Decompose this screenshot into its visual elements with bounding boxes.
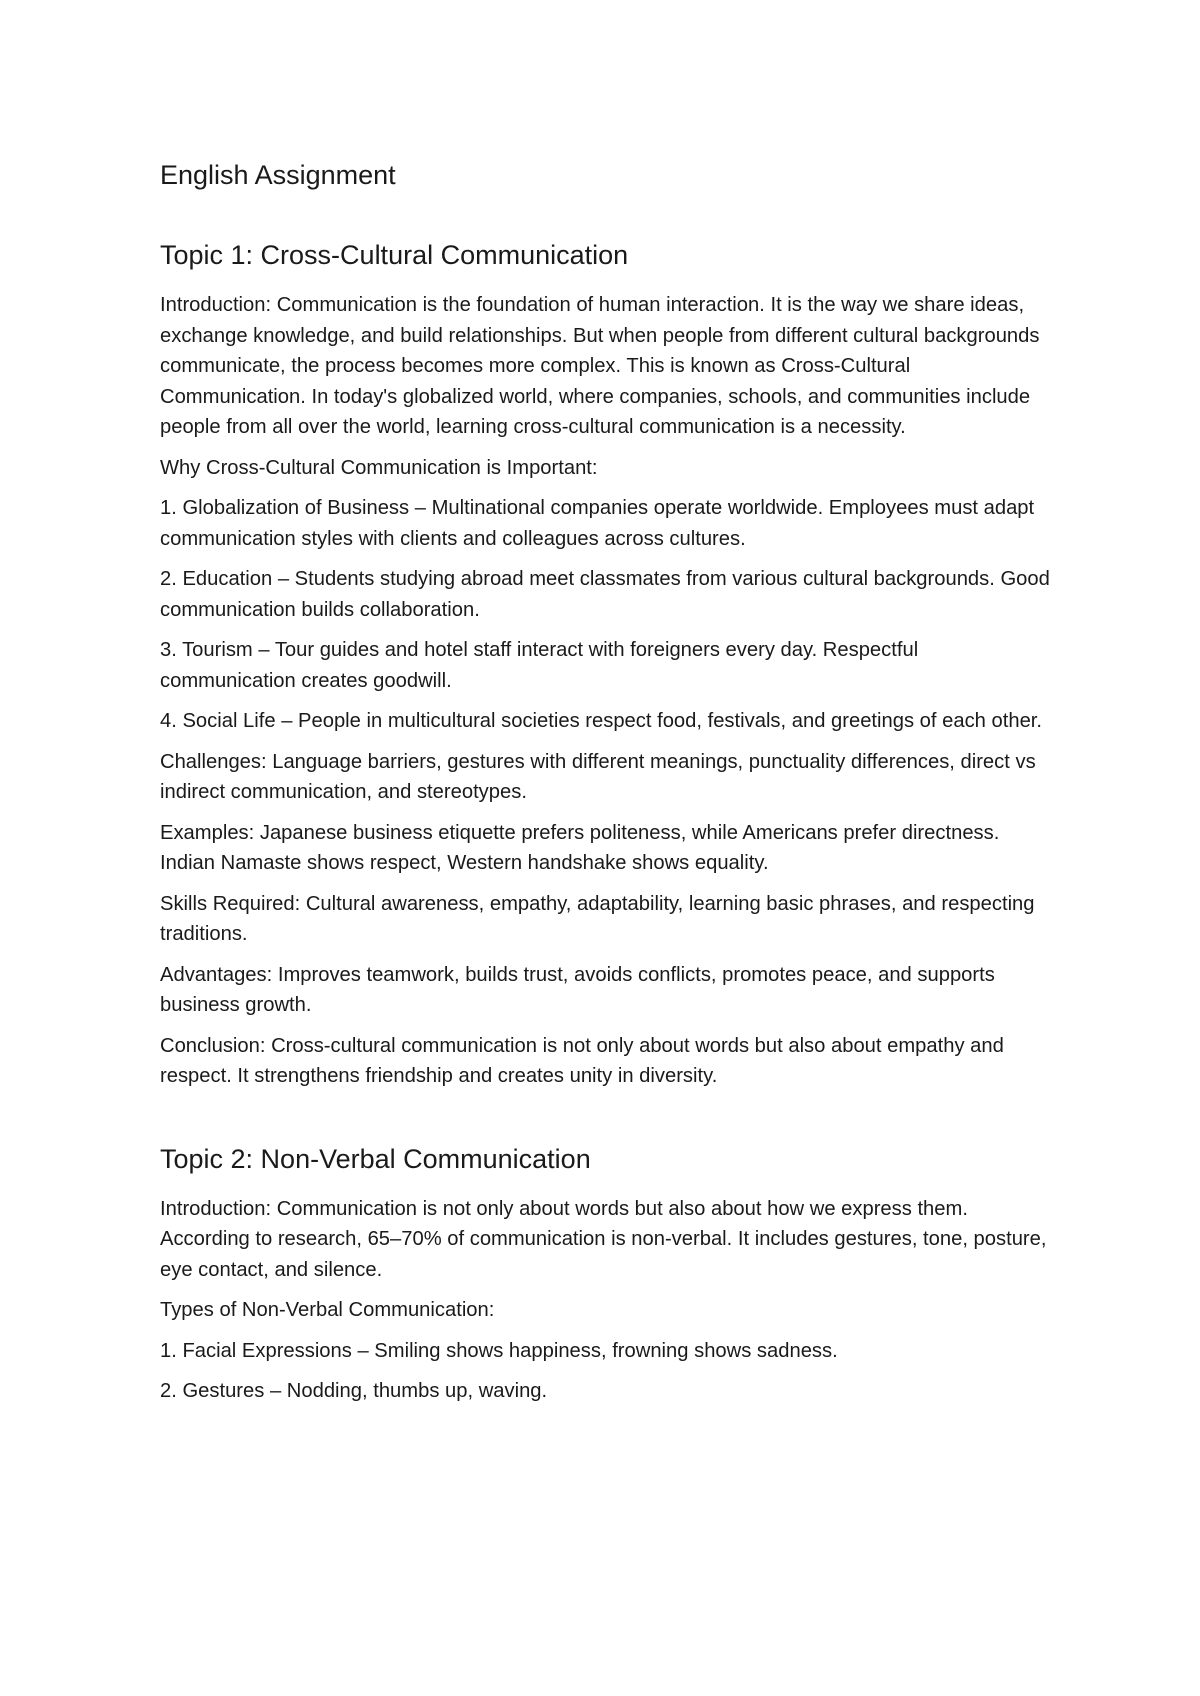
topic1-introduction: Introduction: Communication is the foundation of human interaction. It is the way we share ideas, exchange knowledge, and build relationships. But when people from different cultural backgrounds communicate, the process becomes more complex. This is known as Cross-Cultural Communication. In today's globalized world, where companies, schools, and communities include people from all over the world, learning cross-cultural communication is a necessity. [160,294,1040,438]
topic1-advantages: Advantages: Improves teamwork, builds trust, avoids conflicts, promotes peace, and supports business growth. [160,963,995,1016]
topic1-heading: Topic 1: Cross-Cultural Communication [160,240,629,270]
topic1-conclusion: Conclusion: Cross-cultural communication is not only about words but also about empathy and respect. It strengthens friendship and creates unity in diversity. [160,1034,1004,1087]
list-item: 4. Social Life – People in multicultural societies respect food, festivals, and greetings of each other. [160,710,1043,732]
list-item: 1. Globalization of Business – Multinational companies operate worldwide. Employees must adapt communication styles with clients and colleagues across cultures. [160,497,1035,550]
topic1-section [160,238,1050,1092]
topic2-types-list [160,1336,1050,1407]
topic2-introduction: Introduction: Communication is not only about words but also about how we express them. According to research, 65–70% of communication is non-verbal. It includes gestures, tone, posture, eye contact, and silence. [160,1197,1047,1281]
list-item: 1. Facial Expressions – Smiling shows happiness, frowning shows sadness. [160,1339,838,1362]
topic1-reasons-list [160,493,1050,737]
topic1-why-heading: Why Cross-Cultural Communication is Important: [160,456,598,479]
topic2-heading: Topic 2: Non-Verbal Communication [160,1143,591,1174]
topic2-types-heading: Types of Non-Verbal Communication: [160,1299,495,1321]
list-item: 2. Gestures – Nodding, thumbs up, waving. [160,1380,548,1402]
topic2-section [160,1142,1050,1407]
topic1-challenges: Challenges: Language barriers, gestures with different meanings, punctuality differences, direct vs indirect communication, and stereotypes. [160,750,1036,803]
topic1-examples: Examples: Japanese business etiquette prefers politeness, while Americans prefer directness. Indian Namaste shows respect, Western handshake shows equality. [160,821,1000,874]
topic1-skills: Skills Required: Cultural awareness, empathy, adaptability, learning basic phrases, and respecting traditions. [160,892,1035,945]
document-title: English Assignment [160,160,396,190]
list-item: 2. Education – Students studying abroad meet classmates from various cultural backgrounds. Good communication builds collaboration. [160,568,1050,621]
list-item: 3. Tourism – Tour guides and hotel staff interact with foreigners every day. Respectful communication creates goodwill. [160,639,919,692]
